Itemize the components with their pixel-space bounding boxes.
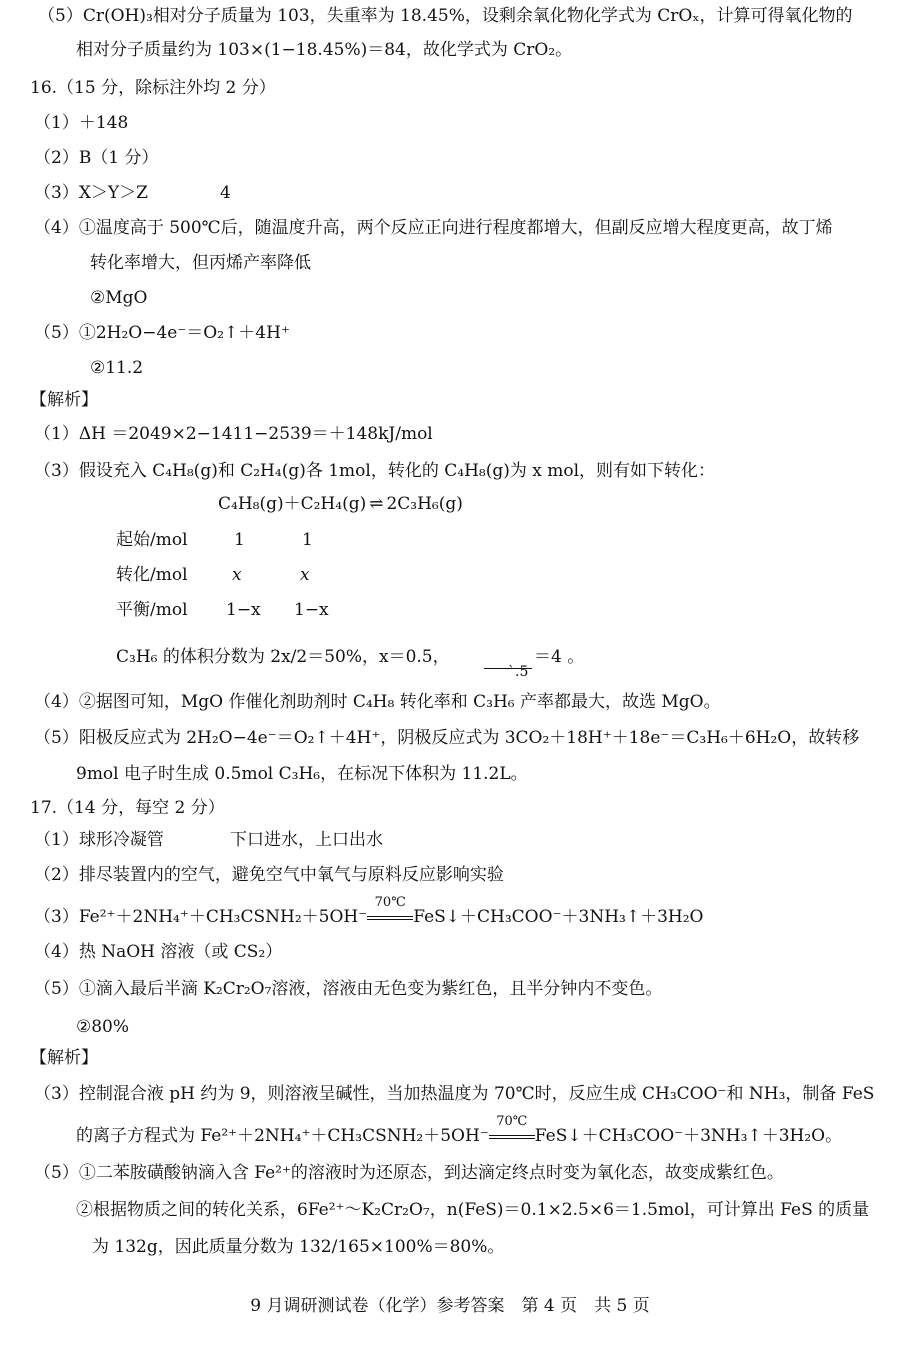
row-eq-label: 平衡/mol bbox=[116, 600, 188, 620]
fraction-result: ＝4 。 bbox=[534, 647, 585, 667]
row-conv-b: x bbox=[300, 565, 310, 585]
q16-answer-4-line1: （4）①温度高于 500℃后，随温度升高，两个反应正向进行程度都增大，但副反应增大程度更高，故丁烯 bbox=[34, 218, 833, 238]
analysis-reaction-condition: 70℃ bbox=[496, 1114, 528, 1129]
q16-answer-5-line1: （5）①2H₂O−4e⁻＝O₂↑＋4H⁺ bbox=[34, 323, 290, 343]
q16-answer-3-label: （3）X＞Y＞Z bbox=[34, 183, 148, 203]
reaction-condition-arrow bbox=[367, 895, 413, 929]
q17-answer-5-line2: ②80% bbox=[76, 1017, 130, 1037]
q16-analysis-5-line2: 9mol 电子时生成 0.5mol C₃H₆，在标况下体积为 11.2L。 bbox=[76, 764, 528, 784]
row-start-b: 1 bbox=[302, 530, 313, 550]
page-footer: 9 月调研测试卷（化学）参考答案 第 4 页 共 5 页 bbox=[250, 1296, 650, 1316]
q16-analysis-3-fraction-text: C₃H₆ 的体积分数为 2x/2＝50%，x＝0.5， bbox=[116, 647, 450, 667]
equation-left: C₄H₈(g)＋C₂H₄(g) bbox=[218, 494, 367, 514]
q17-answer-1-value: 下口进水，上口出水 bbox=[230, 830, 383, 850]
analysis-condition-arrow bbox=[489, 1114, 535, 1148]
q16-answer-3-value: 4 bbox=[220, 183, 231, 203]
reaction-left: （3）Fe²⁺＋2NH₄⁺＋CH₃CSNH₂＋5OH⁻ bbox=[34, 907, 368, 927]
q16-analysis-4: （4）②据图可知，MgO 作催化剂助剂时 C₄H₈ 转化率和 C₃H₆ 产率都最大，故选 MgO。 bbox=[34, 692, 721, 712]
q16-analysis-title: 【解析】 bbox=[30, 390, 98, 410]
equation-right: 2C₃H₆(g) bbox=[386, 494, 463, 514]
row-conv-label: 转化/mol bbox=[116, 565, 188, 585]
q16-equilibrium-equation bbox=[218, 492, 463, 516]
q17-answer-4: （4）热 NaOH 溶液（或 CS₂） bbox=[34, 942, 283, 962]
q16-answer-1: （1）＋148 bbox=[34, 113, 129, 133]
q17-header: 17.（14 分，每空 2 分） bbox=[30, 798, 225, 818]
q16-header: 16.（15 分，除标注外均 2 分） bbox=[30, 78, 276, 98]
q17-answer-5-line1: （5）①滴入最后半滴 K₂Cr₂O₇溶液，溶液由无色变为紫红色，且半分钟内不变色。 bbox=[34, 979, 663, 999]
row-eq-b: 1−x bbox=[294, 600, 329, 620]
q17-analysis-title: 【解析】 bbox=[30, 1048, 98, 1068]
q16-analysis-5-line1: （5）阳极反应式为 2H₂O−4e⁻＝O₂↑＋4H⁺，阴极反应式为 3CO₂＋18H⁺＋18e⁻＝C₃H₆＋6H₂O，故转移 bbox=[34, 728, 860, 748]
q17-analysis-5-line2: ②根据物质之间的转化关系，6Fe²⁺～K₂Cr₂O₇，n(FeS)＝0.1×2.5×6＝1.5mol，可计算出 FeS 的质量 bbox=[76, 1200, 870, 1220]
row-start-label: 起始/mol bbox=[116, 530, 188, 550]
reaction-condition: 70℃ bbox=[374, 895, 406, 910]
equilibrium-arrow: ⇌ bbox=[369, 494, 384, 514]
q17-answer-2: （2）排尽装置内的空气，避免空气中氧气与原料反应影响实验 bbox=[34, 865, 504, 885]
q17-analysis-5-line1: （5）①二苯胺磺酸钠滴入含 Fe²⁺的溶液时为还原态，到达滴定终点时变为氧化态，故变成紫红色。 bbox=[34, 1163, 784, 1183]
row-conv-a: x bbox=[232, 565, 242, 585]
q16-answer-5-line2: ②11.2 bbox=[90, 358, 144, 378]
q16-analysis-1: （1）ΔH ＝2049×2−1411−2539＝＋148kJ/mol bbox=[34, 424, 433, 444]
q16-answer-4-line2: 转化率增大，但丙烯产率降低 bbox=[90, 253, 311, 273]
analysis-reaction-right: FeS↓＋CH₃COO⁻＋3NH₃↑＋3H₂O。 bbox=[534, 1126, 843, 1146]
row-eq-a: 1−x bbox=[226, 600, 261, 620]
q16-answer-4-line3: ②MgO bbox=[90, 288, 148, 308]
q17-answer-3 bbox=[34, 895, 704, 929]
q15-part5-line2: 相对分子质量约为 103×(1−18.45%)＝84，故化学式为 CrO₂。 bbox=[76, 40, 573, 60]
q15-part5-line1: （5）Cr(OH)₃相对分子质量为 103，失重率为 18.45%，设剩余氧化物化学式为 CrOₓ，计算可得氧化物的 bbox=[38, 6, 853, 26]
q17-analysis-3-line1: （3）控制混合液 pH 约为 9，则溶液呈碱性，当加热温度为 70℃时，反应生成 CH₃COO⁻和 NH₃，制备 FeS bbox=[34, 1084, 875, 1104]
fraction-denominator: `.5 bbox=[508, 664, 529, 680]
q17-analysis-5-line3: 为 132g，因此质量分数为 132/165×100%＝80%。 bbox=[92, 1237, 505, 1257]
q16-answer-2: （2）B（1 分） bbox=[34, 148, 159, 168]
analysis-reaction-left: 的离子方程式为 Fe²⁺＋2NH₄⁺＋CH₃CSNH₂＋5OH⁻ bbox=[76, 1126, 489, 1146]
q17-answer-1-label: （1）球形冷凝管 bbox=[34, 830, 164, 850]
row-start-a: 1 bbox=[234, 530, 245, 550]
q17-analysis-3-line2 bbox=[76, 1114, 843, 1148]
q16-analysis-3-intro: （3）假设充入 C₄H₈(g)和 C₂H₄(g)各 1mol，转化的 C₄H₈(g)为 x mol，则有如下转化： bbox=[34, 461, 716, 481]
reaction-right: FeS↓＋CH₃COO⁻＋3NH₃↑＋3H₂O bbox=[413, 907, 704, 927]
